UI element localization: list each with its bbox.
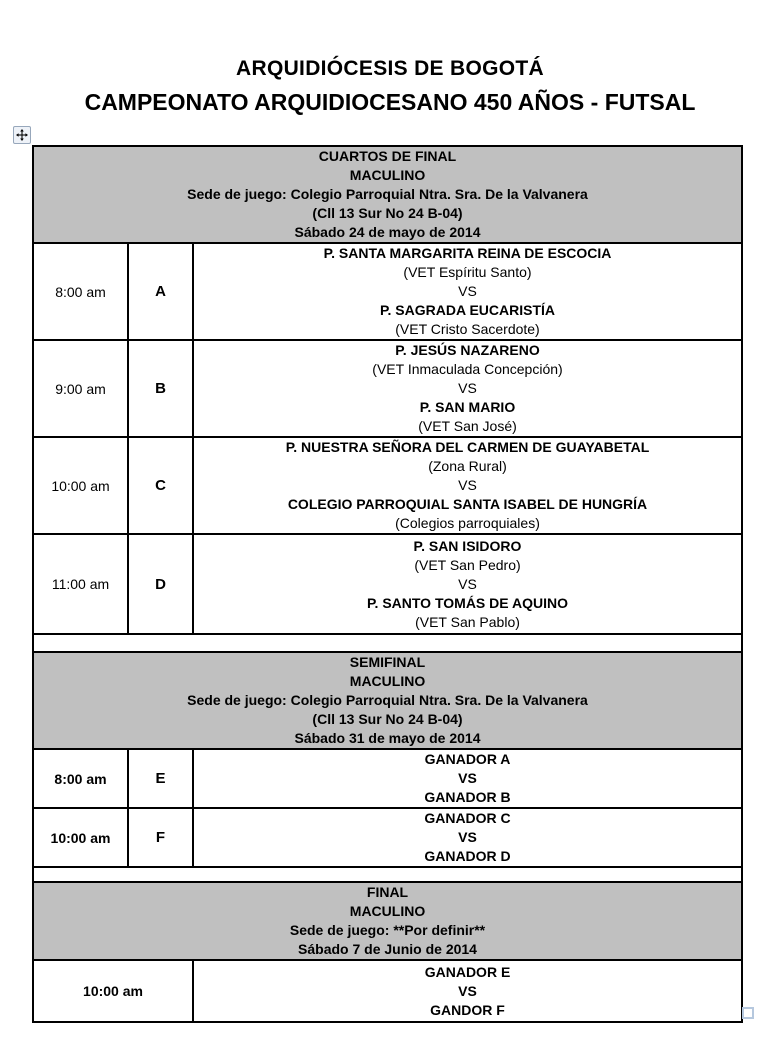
section-date: Sábado 31 de mayo de 2014 xyxy=(294,730,481,746)
team2-name: P. SAN MARIO xyxy=(419,399,516,415)
team1-note: (Zona Rural) xyxy=(428,458,507,474)
match-details-cell[interactable] xyxy=(193,960,742,1022)
vs-label: VS xyxy=(458,380,477,396)
section-header-cuartos[interactable] xyxy=(33,146,742,243)
section-header-row-semifinal xyxy=(33,652,742,749)
match-details-cell[interactable] xyxy=(193,243,742,340)
table-resize-handle[interactable] xyxy=(742,1007,754,1019)
match-time-cell[interactable]: 8:00 am xyxy=(33,243,128,340)
section-address: (Cll 13 Sur No 24 B-04) xyxy=(312,711,463,727)
team1-note: (VET San Pedro) xyxy=(414,556,521,573)
vs-label: VS xyxy=(458,477,477,493)
spacer-cell xyxy=(33,867,742,882)
team1-name: P. SAN ISIDORO xyxy=(413,537,522,554)
team2-name: GANADOR B xyxy=(424,789,511,805)
team1-name: GANADOR C xyxy=(424,810,511,826)
section-venue: Sede de juego: Colegio Parroquial Ntra. Sra. De la Valvanera xyxy=(187,186,588,202)
team2-name: P. SANTO TOMÁS DE AQUINO xyxy=(367,594,568,611)
match-time-cell[interactable]: 9:00 am xyxy=(33,340,128,437)
match-row-e xyxy=(33,749,742,808)
team1-name: P. NUESTRA SEÑORA DEL CARMEN DE GUAYABETAL xyxy=(285,439,650,455)
section-address: (Cll 13 Sur No 24 B-04) xyxy=(312,205,463,221)
section-stage: FINAL xyxy=(366,884,409,900)
table-move-arrows-icon xyxy=(16,129,28,141)
vs-label: VS xyxy=(458,829,477,845)
match-letter-cell[interactable]: F xyxy=(128,808,193,867)
section-header-row-cuartos xyxy=(33,146,742,243)
section-date: Sábado 24 de mayo de 2014 xyxy=(294,224,481,240)
section-header-semifinal[interactable] xyxy=(33,652,742,749)
vs-label: VS xyxy=(458,283,477,299)
team2-name: COLEGIO PARROQUIAL SANTA ISABEL DE HUNGRÍA xyxy=(287,496,648,512)
team1-name: GANADOR A xyxy=(424,751,511,767)
spacer-cell xyxy=(33,634,742,652)
match-letter-cell[interactable]: E xyxy=(128,749,193,808)
match-letter-cell[interactable]: B xyxy=(128,340,193,437)
match-details-cell[interactable] xyxy=(193,749,742,808)
match-row-f xyxy=(33,808,742,867)
match-row-a xyxy=(33,243,742,340)
team2-note: (Colegios parroquiales) xyxy=(395,515,540,531)
section-header-row-final xyxy=(33,882,742,960)
spacer-row xyxy=(33,634,742,652)
document-title-line1: ARQUIDIÓCESIS DE BOGOTÁ xyxy=(236,57,544,80)
team1-name: P. SANTA MARGARITA REINA DE ESCOCIA xyxy=(323,245,612,261)
team1-name: GANADOR E xyxy=(424,963,511,980)
match-letter-cell[interactable]: A xyxy=(128,243,193,340)
team1-name: P. JESÚS NAZARENO xyxy=(395,342,540,358)
team2-name: GANADOR D xyxy=(424,848,511,864)
match-time-cell[interactable]: 8:00 am xyxy=(33,749,128,808)
match-row-c xyxy=(33,437,742,534)
match-details-cell[interactable] xyxy=(193,437,742,534)
match-time-cell[interactable]: 10:00 am xyxy=(33,808,128,867)
match-time-cell[interactable]: 10:00 am xyxy=(33,437,128,534)
section-venue: Sede de juego: **Por definir** xyxy=(289,922,486,938)
match-details-cell[interactable] xyxy=(193,808,742,867)
match-time-cell[interactable]: 11:00 am xyxy=(33,534,128,634)
section-date: Sábado 7 de Junio de 2014 xyxy=(298,941,477,957)
team2-name: P. SAGRADA EUCARISTÍA xyxy=(379,302,556,318)
team2-note: (VET San Pablo) xyxy=(415,613,520,630)
section-venue: Sede de juego: Colegio Parroquial Ntra. Sra. De la Valvanera xyxy=(187,692,588,708)
section-header-final[interactable] xyxy=(33,882,742,960)
match-row-b xyxy=(33,340,742,437)
section-stage: CUARTOS DE FINAL xyxy=(318,148,457,164)
match-details-cell[interactable] xyxy=(193,534,742,634)
team1-note: (VET Inmaculada Concepción) xyxy=(372,361,563,377)
section-category: MACULINO xyxy=(349,673,426,689)
table-move-handle[interactable] xyxy=(13,126,31,144)
team2-note: (VET San José) xyxy=(418,418,517,434)
match-details-cell[interactable] xyxy=(193,340,742,437)
match-letter-cell[interactable]: D xyxy=(128,534,193,634)
spacer-row xyxy=(33,867,742,882)
team2-name: GANDOR F xyxy=(430,1001,505,1018)
match-letter-cell[interactable]: C xyxy=(128,437,193,534)
vs-label: VS xyxy=(458,770,477,786)
section-category: MACULINO xyxy=(349,167,426,183)
section-category: MACULINO xyxy=(349,903,426,919)
match-row-d xyxy=(33,534,742,634)
document-title-line2: CAMPEONATO ARQUIDIOCESANO 450 AÑOS - FUTSAL xyxy=(84,89,696,115)
document-title xyxy=(0,57,780,116)
vs-label: VS xyxy=(458,982,477,999)
team2-note: (VET Cristo Sacerdote) xyxy=(395,321,540,337)
vs-label: VS xyxy=(458,575,477,592)
team1-note: (VET Espíritu Santo) xyxy=(403,264,532,280)
match-row-final xyxy=(33,960,742,1022)
section-stage: SEMIFINAL xyxy=(349,654,426,670)
match-time-cell[interactable]: 10:00 am xyxy=(33,960,193,1022)
tournament-schedule-table xyxy=(32,145,743,1023)
